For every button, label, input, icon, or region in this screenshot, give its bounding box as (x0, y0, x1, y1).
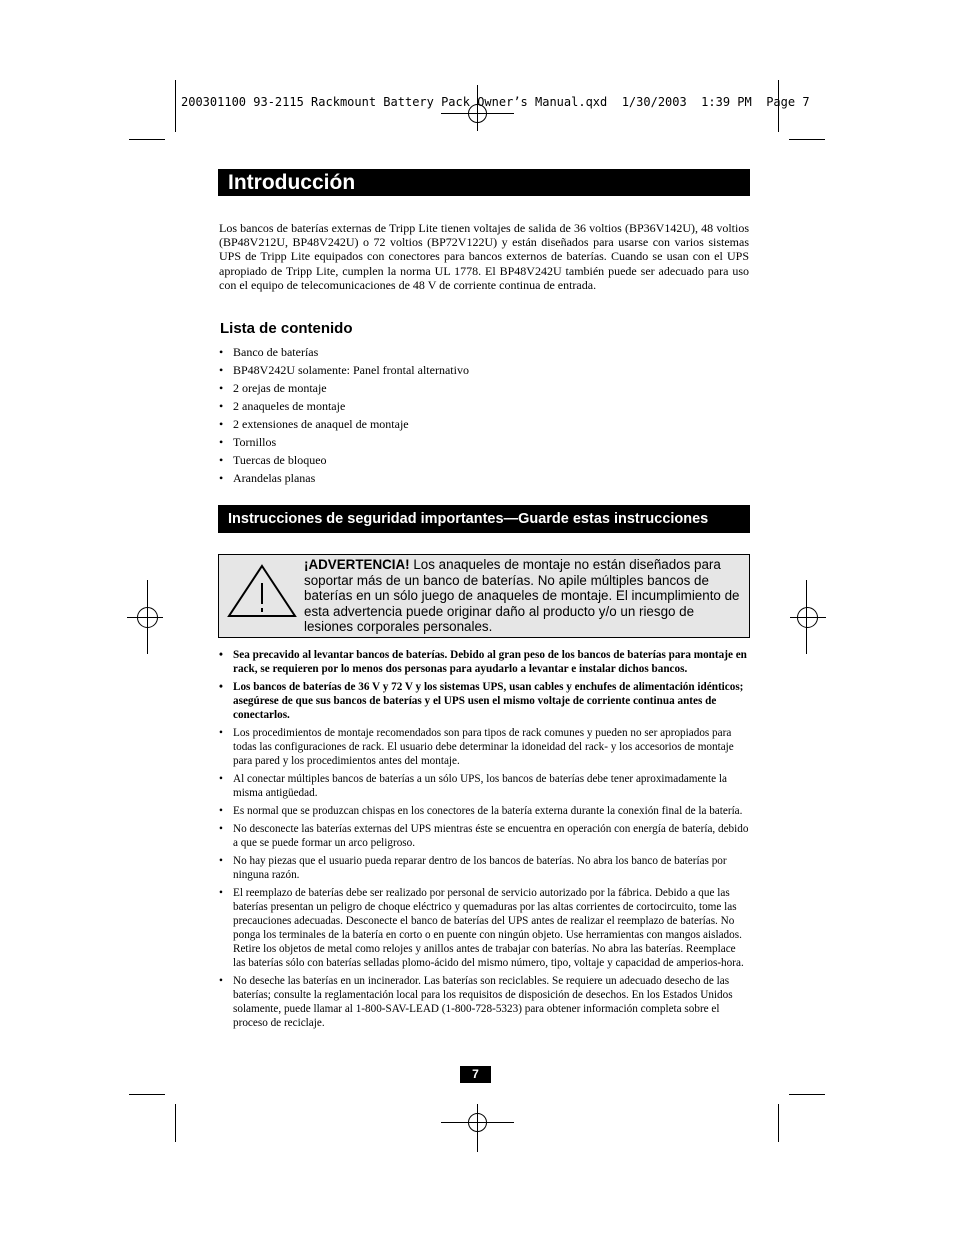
crop-mark (129, 139, 165, 140)
safety-heading: Instrucciones de seguridad importantes—Guarde estas instrucciones (218, 505, 750, 533)
list-item: • Al conectar múltiples bancos de baterías a un sólo UPS, los bancos de baterías debe tener aproximadamente la misma antigüedad. (219, 772, 750, 800)
page-number: 7 (460, 1066, 491, 1083)
crop-mark (789, 139, 825, 140)
printer-header: 200301100 93-2115 Rackmount Battery Pack Owner’s Manual.qxd 1/30/2003 1:39 PM Page 7 (181, 95, 810, 109)
list-item: • Los procedimientos de montaje recomendados son para tipos de rack comunes y pueden no ser apropiados para todas las configuraciones de rack. El usuario debe determinar la idoneidad del rack- y los accesorios de montaje para pared y los procedimientos antes del montaje. (219, 726, 750, 768)
warning-text (304, 557, 744, 635)
list-item: • Sea precavido al levantar bancos de baterías. Debido al gran peso de los bancos de baterías para montaje en rack, se requieren por lo menos dos personas para ayudarlo a levantar e instalar dichos bancos. (219, 648, 750, 676)
list-item: • Banco de baterías (219, 344, 739, 362)
contents-list (219, 344, 739, 488)
list-item: • Es normal que se produzcan chispas en los conectores de la batería externa durante la conexión final de la batería. (219, 804, 750, 818)
list-item: • Tuercas de bloqueo (219, 452, 739, 470)
registration-mark (137, 607, 158, 628)
list-item: • BP48V242U solamente: Panel frontal alternativo (219, 362, 739, 380)
warning-box (218, 554, 750, 638)
registration-mark (468, 1113, 487, 1132)
page-title: Introducción (218, 169, 750, 196)
list-item: • El reemplazo de baterías debe ser realizado por personal de servicio autorizado por la fábrica. Debido a que las baterías presentan un peligro de choque eléctrico y quemaduras por las altas corrientes de cortocircuito, tome las precauciones adecuadas. Desconecte el banco de baterías del UPS antes de realizar el reemplazo de baterías. No ponga los terminales de la batería en corto o en puente con ningún objeto. Use herramientas con mangos aislados. Retire los objetos de metal como relojes y anillos antes de trabajar con baterías. No abra las baterías. Reemplace las baterías sólo con baterías selladas plomo-ácido del mismo número, tipo, voltaje y capacidad de amperios-hora. (219, 886, 750, 970)
list-item: • No hay piezas que el usuario pueda reparar dentro de los bancos de baterías. No abra los banco de baterías por ninguna razón. (219, 854, 750, 882)
registration-mark (797, 607, 818, 628)
list-item: • Tornillos (219, 434, 739, 452)
contents-heading: Lista de contenido (220, 320, 353, 337)
crop-mark (129, 1094, 165, 1095)
intro-paragraph: Los bancos de baterías externas de Tripp Lite tienen voltajes de salida de 36 voltios (BP36V142U), 48 voltios (BP48V212U, BP48V242U) o 72 voltios (BP72V122U) y están diseñados para usarse con varios sistemas UPS de Tripp Lite equipados con conectores para bancos externos de baterías. Cuando se usan con el UPS apropiado de Tripp Lite, cumplen la norma UL 1778. El BP48V242U también puede ser adecuado para uso con el equipo de telecomunicaciones de 48 V de corriente continua de entrada. (219, 221, 749, 292)
warning-body: Los anaqueles de montaje no están diseñados para soportar más de un banco de baterías. No apile múltiples bancos de baterías en un sólo juego de anaqueles de montaje. El incumplimiento de esta advertencia puede originar daño al producto y/o un riesgo de lesiones corporales personales. (304, 557, 740, 635)
list-item: • Los bancos de baterías de 36 V y 72 V y los sistemas UPS, usan cables y enchufes de alimentación idénticos; asegúrese de que sus bancos de baterías y el UPS usen el mismo voltaje de corriente continua antes de conectarlos. (219, 680, 750, 722)
list-item: • No deseche las baterías en un incinerador. Las baterías son reciclables. Se requiere un adecuado desecho de las baterías; consulte la reglamentación local para los requisitos de disposición de desechos. En los Estados Unidos solamente, puede llamar al 1-800-SAV-LEAD (1-800-728-5323) para obtener información completa sobre el proceso de reciclaje. (219, 974, 750, 1030)
crop-mark (789, 1094, 825, 1095)
warning-triangle-icon (226, 563, 298, 619)
list-item: • No desconecte las baterías externas del UPS mientras éste se encuentra en operación con energía de batería, debido a que se puede formar un arco peligroso. (219, 822, 750, 850)
crop-mark (778, 1104, 779, 1142)
safety-list (219, 648, 750, 1034)
crop-mark (175, 1104, 176, 1142)
list-item: • 2 anaqueles de montaje (219, 398, 739, 416)
list-item: • 2 orejas de montaje (219, 380, 739, 398)
crop-mark (175, 80, 176, 132)
warning-label: ¡ADVERTENCIA! (304, 557, 410, 572)
list-item: • Arandelas planas (219, 470, 739, 488)
list-item: • 2 extensiones de anaquel de montaje (219, 416, 739, 434)
